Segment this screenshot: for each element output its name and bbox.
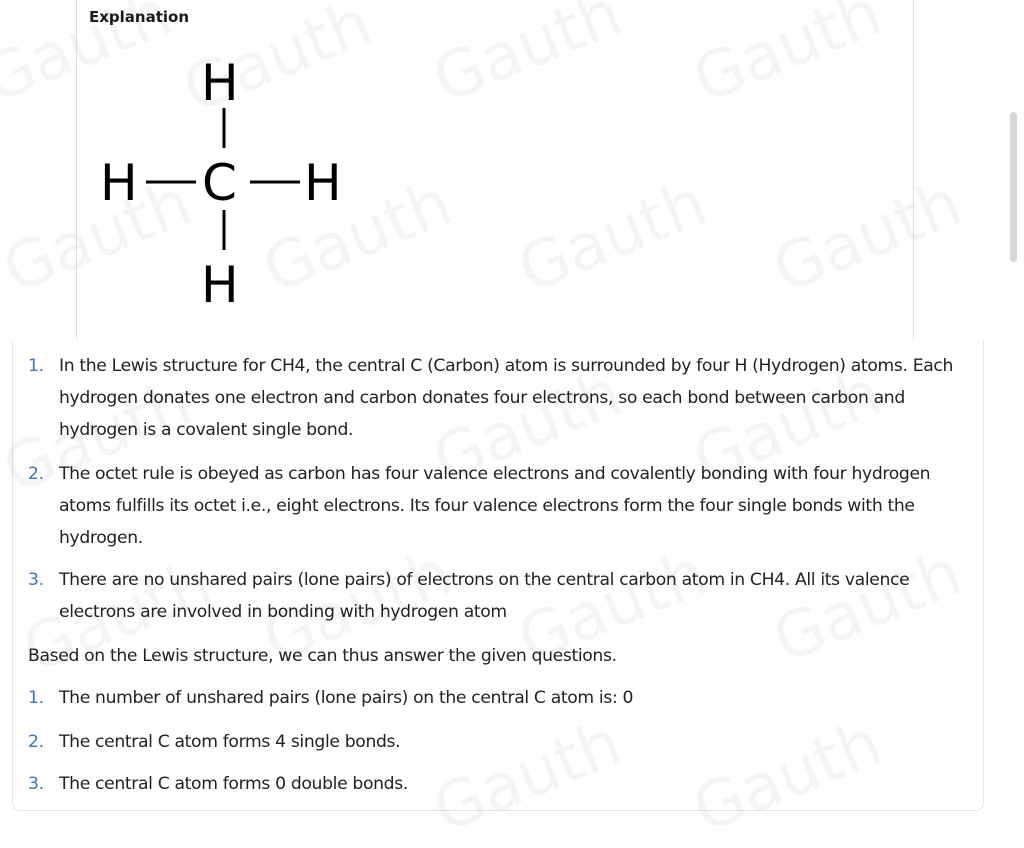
step-item	[28, 350, 978, 446]
answer-item	[28, 682, 978, 714]
step-item	[28, 458, 978, 554]
answer-text: The central C atom forms 0 double bonds.	[59, 774, 408, 794]
step-text: There are no unshared pairs (lone pairs) of electrons on the central carbon atom in CH4. All its valence electrons are involved in bonding with hydrogen atom	[59, 570, 910, 622]
answer-item	[28, 726, 978, 758]
answer-item	[28, 768, 978, 800]
step-item	[28, 564, 978, 628]
atom-left: H	[100, 154, 138, 212]
answer-text: The number of unshared pairs (lone pairs) on the central C atom is: 0	[59, 688, 634, 708]
answer-text: The central C atom forms 4 single bonds.	[59, 732, 401, 752]
answer-number: 3.	[28, 774, 44, 794]
atom-right: H	[304, 154, 342, 212]
atom-bottom: H	[201, 256, 239, 314]
lewis-structure-diagram	[96, 50, 366, 320]
scrollbar-thumb[interactable]	[1010, 112, 1017, 262]
answer-number: 1.	[28, 688, 44, 708]
atom-center: C	[202, 154, 237, 212]
step-number: 1.	[28, 356, 44, 376]
step-number: 3.	[28, 570, 44, 590]
step-text: In the Lewis structure for CH4, the central C (Carbon) atom is surrounded by four H (Hydrogen) atoms. Each hydrogen donates one electron and carbon donates four electrons, so each bond between carbon and hydrogen is a covalent single bond.	[59, 356, 954, 440]
answer-number: 2.	[28, 732, 44, 752]
explanation-title: Explanation	[89, 8, 190, 26]
summary-text: Based on the Lewis structure, we can thus answer the given questions.	[28, 646, 617, 666]
atom-top: H	[201, 54, 239, 112]
step-number: 2.	[28, 464, 44, 484]
step-text: The octet rule is obeyed as carbon has four valence electrons and covalently bonding with four hydrogen atoms fulfills its octet i.e., eight electrons. Its four valence electrons form the four single bonds with the hydrogen.	[59, 464, 931, 548]
